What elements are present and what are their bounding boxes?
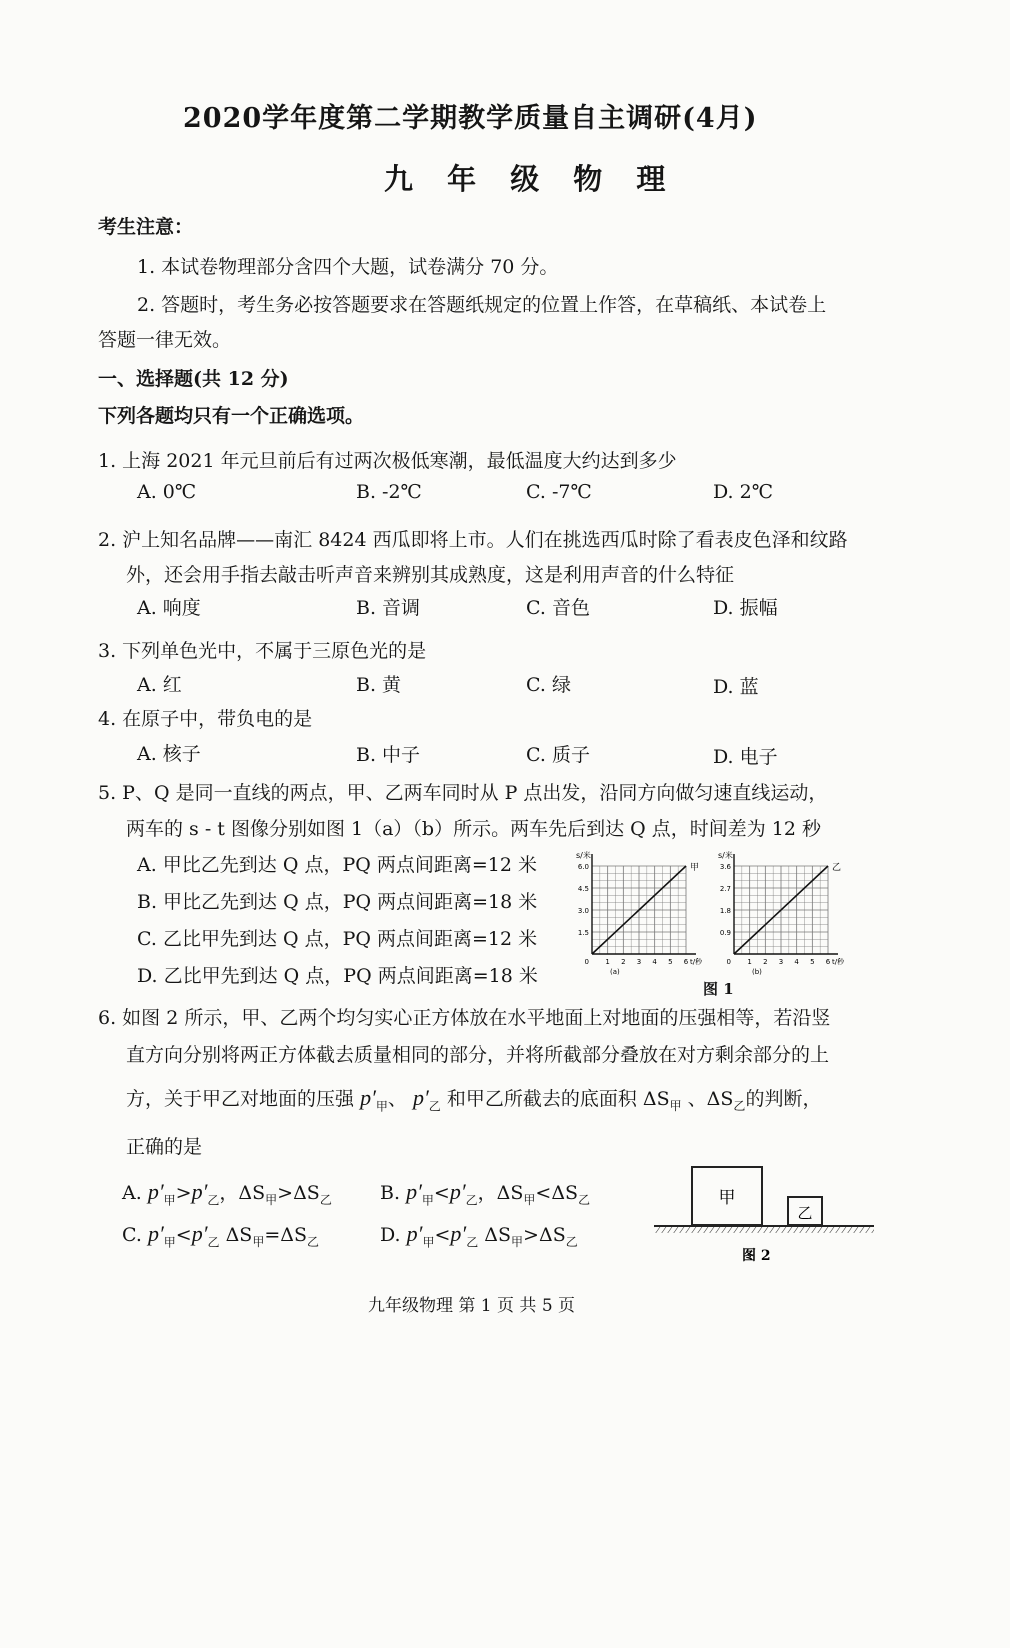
q1-option-c: C. -7℃ — [526, 481, 592, 503]
q3-option-c: C. 绿 — [526, 674, 571, 696]
q1-option-b: B. -2℃ — [356, 481, 422, 503]
x-tick-label: 3 — [778, 958, 784, 966]
series-label: 乙 — [832, 863, 842, 873]
question-2-stem: 2. 沪上知名品牌——南汇 8424 西瓜即将上市。人们在挑选西瓜时除了看表皮色泽和纹路 — [98, 529, 848, 551]
page-footer: 九年级物理 第 1 页 共 5 页 — [368, 1296, 576, 1316]
x-tick-label: 6 — [825, 958, 831, 966]
y-tick-label: 4.5 — [577, 885, 589, 893]
q6-option-a: A. $p'_甲>p'_乙$，$\Delta S_甲>\Delta S_乙$ — [122, 1179, 332, 1208]
question-5-stem: 5. P、Q 是同一直线的两点，甲、乙两车同时从 P 点出发，沿同方向做匀速直线运动， — [98, 782, 828, 804]
q2-option-a: A. 响度 — [137, 597, 201, 619]
p-yi-prime: $p'_乙$ — [412, 1085, 441, 1114]
series-label: 甲 — [690, 863, 700, 873]
q1-option-d: D. 2℃ — [713, 481, 773, 503]
y-tick-label: 6.0 — [577, 863, 589, 871]
q2-option-d: D. 振幅 — [713, 597, 778, 619]
section-heading: 一、选择题(共 12 分) — [98, 368, 289, 390]
x-tick-label: 6 — [683, 958, 689, 966]
question-1-stem: 1. 上海 2021 年元旦前后有过两次极低寒潮，最低温度大约达到多少 — [98, 450, 677, 472]
q2-option-b: B. 音调 — [356, 597, 421, 619]
fig2-caption: 图 2 — [742, 1248, 771, 1264]
ground-hatch — [654, 1227, 874, 1233]
x-tick-label: 5 — [668, 958, 673, 966]
question-6-stem: 6. 如图 2 所示，甲、乙两个均匀实心正方体放在水平地面上对地面的压强相等，若沿竖 — [98, 1007, 831, 1029]
question-3-stem: 3. 下列单色光中，不属于三原色光的是 — [98, 640, 427, 662]
question-4-stem: 4. 在原子中，带负电的是 — [98, 708, 313, 730]
origin-label: 0 — [584, 958, 589, 966]
x-tick-label: 2 — [621, 958, 626, 966]
block-jia-label: 甲 — [718, 1188, 736, 1208]
x-tick-label: 5 — [810, 958, 815, 966]
x-tick-label: 3 — [636, 958, 642, 966]
y-tick-label: 1.8 — [719, 907, 731, 915]
fig2-diagram — [650, 1155, 890, 1270]
y-tick-label: 1.5 — [577, 929, 589, 937]
panel-label: (b) — [752, 968, 762, 976]
panel-label: (a) — [610, 968, 620, 976]
fig1-chart-b — [708, 846, 848, 976]
y-tick-label: 0.9 — [719, 929, 731, 937]
q2-option-c: C. 音色 — [526, 597, 590, 619]
q4-option-c: C. 质子 — [526, 744, 590, 766]
x-tick-label: 1 — [747, 958, 752, 966]
question-6-stem-cont-2: 方，关于甲乙对地面的压强 $p'_甲$、 $p'_乙$ 和甲乙所截去的底面积 $\Delta S_甲$ 、$\Delta S_乙$的判断， — [126, 1085, 822, 1114]
exam-title: 2020学年度第二学期教学质量自主调研(4月) — [183, 103, 758, 134]
x-tick-label: 2 — [763, 958, 768, 966]
q4-option-a: A. 核子 — [137, 743, 201, 765]
p-jia-prime: $p'_甲$ — [360, 1085, 388, 1114]
q1-option-a: A. 0℃ — [137, 481, 197, 503]
q4-option-b: B. 中子 — [356, 744, 421, 766]
block-yi-label: 乙 — [797, 1204, 813, 1222]
y-tick-label: 3.6 — [719, 863, 731, 871]
y-axis-label: s/米 — [576, 851, 591, 860]
q4-option-d: D. 电子 — [713, 746, 778, 768]
q3-option-a: A. 红 — [137, 674, 182, 696]
q6-option-c: C. $p'_甲<p'_乙$ $\Delta S_甲=\Delta S_乙$ — [122, 1221, 320, 1250]
x-tick-label: 4 — [652, 958, 657, 966]
q6-option-d: D. $p'_甲<p'_乙$ $\Delta S_甲>\Delta S_乙$ — [380, 1221, 578, 1250]
question-2-stem-cont: 外，还会用手指去敲击听声音来辨别其成熟度，这是利用声音的什么特征 — [126, 564, 735, 586]
question-6-stem-cont-1: 直方向分别将两正方体截去质量相同的部分，并将所截部分叠放在对方剩余部分的上 — [126, 1044, 830, 1066]
fig1-caption: 图 1 — [703, 980, 734, 998]
question-6-stem-cont-3: 正确的是 — [126, 1136, 203, 1158]
q5-option-a: A. 甲比乙先到达 Q 点，PQ 两点间距离=12 米 — [137, 854, 537, 876]
notice-item-2-cont: 答题一律无效。 — [98, 329, 232, 351]
notice-item-2: 2. 答题时，考生务必按答题要求在答题纸规定的位置上作答，在草稿纸、本试卷上 — [137, 294, 827, 316]
fig1-chart-a — [566, 846, 706, 976]
q5-option-b: B. 甲比乙先到达 Q 点，PQ 两点间距离=18 米 — [137, 891, 538, 913]
x-tick-label: 1 — [605, 958, 610, 966]
notice-item-1: 1. 本试卷物理部分含四个大题，试卷满分 70 分。 — [137, 256, 559, 278]
q6-option-b: B. $p'_甲<p'_乙$，$\Delta S_甲<\Delta S_乙$ — [380, 1179, 591, 1208]
section-instruction: 下列各题均只有一个正确选项。 — [98, 405, 365, 427]
y-tick-label: 2.7 — [719, 885, 731, 893]
exam-subtitle: 九 年 级 物 理 — [384, 162, 678, 196]
question-5-stem-cont: 两车的 s - t 图像分别如图 1（a）（b）所示。两车先后到达 Q 点，时间差为 12 秒 — [126, 818, 821, 840]
q5-option-d: D. 乙比甲先到达 Q 点，PQ 两点间距离=18 米 — [137, 965, 538, 987]
x-axis-label: t/秒 — [690, 958, 703, 966]
q3-option-b: B. 黄 — [356, 674, 402, 696]
q5-option-c: C. 乙比甲先到达 Q 点，PQ 两点间距离=12 米 — [137, 928, 538, 950]
y-axis-label: s/米 — [718, 851, 733, 860]
x-axis-label: t/秒 — [832, 958, 845, 966]
x-tick-label: 4 — [794, 958, 799, 966]
q3-option-d: D. 蓝 — [713, 676, 759, 698]
y-tick-label: 3.0 — [577, 907, 589, 915]
origin-label: 0 — [726, 958, 731, 966]
notice-heading: 考生注意： — [98, 216, 194, 238]
